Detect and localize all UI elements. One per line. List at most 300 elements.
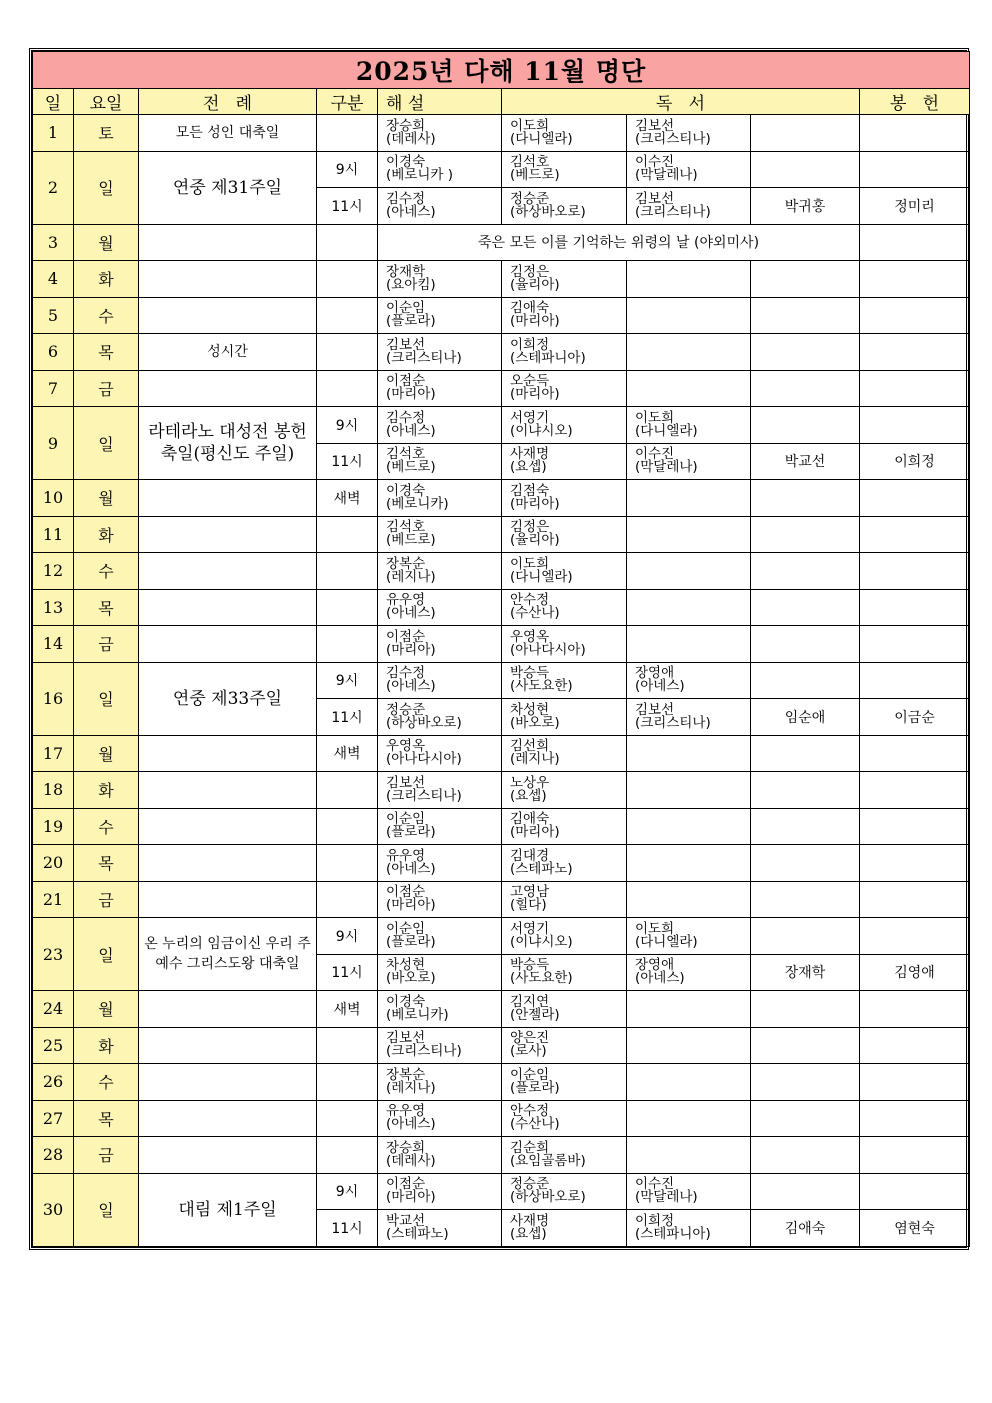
- person-name: 김보선: [635, 190, 675, 207]
- session-time: 11시: [317, 699, 378, 736]
- weekday: 일: [74, 918, 139, 991]
- table-row: [33, 881, 970, 918]
- liturgy-name: 연중 제31주일: [139, 151, 317, 224]
- person-baptismal-name: (율리아): [510, 276, 560, 293]
- person-name: 장승희: [386, 1139, 426, 1156]
- person-baptismal-name: (아네스): [386, 605, 436, 622]
- reading1-cell: [502, 480, 627, 517]
- person-baptismal-name: (막달레나): [635, 167, 698, 184]
- liturgy-name: [139, 881, 317, 918]
- offering2-cell: [860, 151, 970, 188]
- offering1-cell: [860, 224, 970, 261]
- person-name: 이도희: [635, 409, 675, 426]
- person-baptismal-name: (레지나): [386, 568, 436, 585]
- person-name: 김보선: [386, 1030, 426, 1047]
- header-commentary: 해 설: [378, 89, 502, 115]
- reading1-cell: [502, 188, 627, 225]
- person-baptismal-name: (다니엘라): [510, 130, 573, 147]
- offering2-cell: 김영애: [860, 954, 970, 991]
- person-name: 김정은: [510, 263, 550, 280]
- offering1-cell: [751, 735, 860, 772]
- session-time: [317, 845, 378, 882]
- reading1-cell: [502, 918, 627, 955]
- reading2-cell: [627, 881, 751, 918]
- offering1-cell: [751, 261, 860, 298]
- header-offering: 봉 헌: [860, 89, 970, 115]
- person-baptismal-name: (플로라): [386, 313, 436, 330]
- person-name: 장복순: [386, 555, 426, 572]
- reading1-cell: [502, 626, 627, 663]
- offering2-cell: [860, 370, 970, 407]
- person-name: 안수정: [510, 1103, 550, 1120]
- person-name: 김석호: [510, 154, 550, 171]
- person-baptismal-name: (수산나): [510, 605, 560, 622]
- person-baptismal-name: (사도요한): [510, 678, 573, 695]
- table-row: [33, 1064, 970, 1101]
- day-number: 6: [33, 334, 74, 371]
- reading1-cell: [502, 808, 627, 845]
- day-number: 1: [33, 115, 74, 152]
- person-name: 이순임: [386, 920, 426, 937]
- table-row: [33, 261, 970, 298]
- person-baptismal-name: (아나다시아): [386, 751, 462, 768]
- weekday: 수: [74, 297, 139, 334]
- person-baptismal-name: (아네스): [386, 1116, 436, 1133]
- person-baptismal-name: (베로니카): [386, 1006, 449, 1023]
- day-number: 14: [33, 626, 74, 663]
- person-name: 장영애: [635, 957, 675, 974]
- reading2-cell: [627, 334, 751, 371]
- commentary-cell: [378, 1137, 502, 1174]
- reading2-cell: [627, 115, 751, 152]
- commentary-cell: [378, 407, 502, 444]
- person-baptismal-name: (요아킴): [386, 276, 436, 293]
- weekday: 금: [74, 626, 139, 663]
- reading2-cell: [627, 516, 751, 553]
- session-time: 9시: [317, 407, 378, 444]
- offering1-cell: [751, 297, 860, 334]
- offering1-cell: [751, 626, 860, 663]
- table-row: [33, 991, 970, 1028]
- commentary-cell: [378, 772, 502, 809]
- table-row: [33, 1137, 970, 1174]
- session-time: 9시: [317, 151, 378, 188]
- person-baptismal-name: (아나다시아): [510, 641, 586, 658]
- person-name: 이도희: [635, 920, 675, 937]
- offering2-cell: 염현숙: [860, 1210, 970, 1247]
- reading2-cell: [627, 407, 751, 444]
- person-baptismal-name: (이냐시오): [510, 422, 573, 439]
- offering2-cell: [860, 1064, 970, 1101]
- liturgy-name: [139, 808, 317, 845]
- person-name: 이희정: [635, 1212, 675, 1229]
- person-name: 박승득: [510, 665, 550, 682]
- person-baptismal-name: (마리아): [386, 386, 436, 403]
- offering1-cell: [751, 151, 860, 188]
- table-row: [33, 735, 970, 772]
- person-name: 안수정: [510, 592, 550, 609]
- person-baptismal-name: (베로니카): [386, 495, 449, 512]
- person-baptismal-name: (플로라): [510, 1079, 560, 1096]
- person-name: 김수정: [386, 409, 426, 426]
- person-baptismal-name: (로사): [510, 1043, 547, 1060]
- table-row: [33, 1027, 970, 1064]
- table-row: [33, 334, 970, 371]
- day-number: 26: [33, 1064, 74, 1101]
- session-time: [317, 224, 378, 261]
- offering1-cell: [751, 1173, 860, 1210]
- reading1-cell: [502, 334, 627, 371]
- person-baptismal-name: (크리스티나): [386, 1043, 462, 1060]
- person-baptismal-name: (아네스): [386, 860, 436, 877]
- session-time: [317, 1027, 378, 1064]
- day-number: 2: [33, 151, 74, 224]
- table-row: [33, 553, 970, 590]
- reading2-cell: [627, 1100, 751, 1137]
- commentary-cell: [378, 1100, 502, 1137]
- liturgy-name: 모든 성인 대축일: [139, 115, 317, 152]
- person-name: 김애숙: [510, 811, 550, 828]
- session-time: [317, 589, 378, 626]
- person-name: 이점순: [386, 884, 426, 901]
- person-baptismal-name: (이냐시오): [510, 933, 573, 950]
- day-number: 20: [33, 845, 74, 882]
- liturgy-name: 라테라노 대성전 봉헌 축일(평신도 주일): [139, 407, 317, 480]
- commentary-cell: [378, 553, 502, 590]
- person-name: 이도희: [510, 555, 550, 572]
- person-baptismal-name: (다니엘라): [635, 422, 698, 439]
- offering2-cell: [860, 297, 970, 334]
- weekday: 수: [74, 1064, 139, 1101]
- person-name: 이경숙: [386, 482, 426, 499]
- offering1-cell: 박교선: [751, 443, 860, 480]
- person-name: 이점순: [386, 1176, 426, 1193]
- person-name: 김대경: [510, 847, 550, 864]
- day-number: 30: [33, 1173, 74, 1246]
- day-number: 19: [33, 808, 74, 845]
- person-name: 이수진: [635, 446, 675, 463]
- person-name: 김수정: [386, 665, 426, 682]
- commentary-cell: [378, 954, 502, 991]
- person-name: 김석호: [386, 519, 426, 536]
- person-name: 김보선: [635, 701, 675, 718]
- reading2-cell: [627, 1137, 751, 1174]
- liturgy-name: [139, 1027, 317, 1064]
- offering2-cell: [860, 735, 970, 772]
- person-baptismal-name: (마리아): [386, 641, 436, 658]
- day-number: 25: [33, 1027, 74, 1064]
- liturgy-name: [139, 772, 317, 809]
- person-baptismal-name: (요셉): [510, 459, 547, 476]
- session-time: 11시: [317, 188, 378, 225]
- person-name: 유우영: [386, 592, 426, 609]
- commentary-cell: [378, 1210, 502, 1247]
- day-number: 18: [33, 772, 74, 809]
- table-row: [33, 808, 970, 845]
- reading1-cell: [502, 370, 627, 407]
- table-row: [33, 224, 970, 261]
- person-name: 이도희: [510, 117, 550, 134]
- reading2-cell: [627, 589, 751, 626]
- person-name: 정승준: [510, 1176, 550, 1193]
- person-baptismal-name: (크리스티나): [386, 787, 462, 804]
- commentary-cell: [378, 1027, 502, 1064]
- table-row: [33, 662, 970, 699]
- person-name: 이수진: [635, 1176, 675, 1193]
- weekday: 일: [74, 1173, 139, 1246]
- reading2-cell: [627, 370, 751, 407]
- reading2-cell: [627, 808, 751, 845]
- offering1-cell: 박귀홍: [751, 188, 860, 225]
- reading1-cell: [502, 261, 627, 298]
- reading2-cell: [627, 772, 751, 809]
- offering2-cell: [860, 808, 970, 845]
- weekday: 목: [74, 845, 139, 882]
- reading1-cell: [502, 954, 627, 991]
- liturgy-name: [139, 589, 317, 626]
- person-name: 이점순: [386, 373, 426, 390]
- session-time: [317, 370, 378, 407]
- offering2-cell: [860, 553, 970, 590]
- reading1-cell: [502, 1100, 627, 1137]
- offering2-cell: [860, 1173, 970, 1210]
- liturgy-name: [139, 626, 317, 663]
- offering2-cell: [860, 845, 970, 882]
- reading2-cell: [627, 991, 751, 1028]
- weekday: 목: [74, 1100, 139, 1137]
- commentary-cell: [378, 845, 502, 882]
- offering1-cell: [751, 1137, 860, 1174]
- reading2-cell: [627, 297, 751, 334]
- header-reading: 독 서: [502, 89, 860, 115]
- person-baptismal-name: (아네스): [386, 678, 436, 695]
- person-name: 이순임: [386, 811, 426, 828]
- person-baptismal-name: (사도요한): [510, 970, 573, 987]
- commentary-cell: [378, 1064, 502, 1101]
- weekday: 월: [74, 224, 139, 261]
- table-row: [33, 1173, 970, 1210]
- session-time: 새벽: [317, 735, 378, 772]
- person-name: 차성현: [386, 957, 426, 974]
- offering1-cell: [751, 115, 860, 152]
- person-baptismal-name: (마리아): [510, 386, 560, 403]
- day-number: 10: [33, 480, 74, 517]
- weekday: 화: [74, 261, 139, 298]
- person-baptismal-name: (베드로): [510, 167, 560, 184]
- person-baptismal-name: (아네스): [635, 970, 685, 987]
- person-baptismal-name: (스테파니아): [635, 1225, 711, 1242]
- header-weekday: 요일: [74, 89, 139, 115]
- person-baptismal-name: (베드로): [386, 459, 436, 476]
- person-baptismal-name: (레지나): [510, 751, 560, 768]
- weekday: 화: [74, 1027, 139, 1064]
- person-baptismal-name: (아네스): [386, 422, 436, 439]
- session-time: 11시: [317, 954, 378, 991]
- session-time: 새벽: [317, 480, 378, 517]
- person-baptismal-name: (레지나): [386, 1079, 436, 1096]
- reading1-cell: [502, 1173, 627, 1210]
- person-name: 사재명: [510, 446, 550, 463]
- person-name: 장재학: [386, 263, 426, 280]
- day-number: 12: [33, 553, 74, 590]
- reading1-cell: [502, 443, 627, 480]
- roster-sheet: [29, 48, 969, 1250]
- person-baptismal-name: (요셉): [510, 787, 547, 804]
- offering2-cell: 이금순: [860, 699, 970, 736]
- person-baptismal-name: (막달레나): [635, 1189, 698, 1206]
- commentary-cell: [378, 626, 502, 663]
- offering2-cell: [860, 261, 970, 298]
- reading2-cell: [627, 261, 751, 298]
- session-time: 9시: [317, 662, 378, 699]
- session-time: [317, 516, 378, 553]
- day-number: 11: [33, 516, 74, 553]
- person-name: 김보선: [386, 774, 426, 791]
- commentary-cell: [378, 735, 502, 772]
- person-name: 서영기: [510, 409, 550, 426]
- reading1-cell: [502, 407, 627, 444]
- person-name: 이희정: [510, 336, 550, 353]
- liturgy-name: 대림 제1주일: [139, 1173, 317, 1246]
- offering1-cell: [751, 991, 860, 1028]
- weekday: 월: [74, 480, 139, 517]
- weekday: 화: [74, 516, 139, 553]
- session-time: [317, 334, 378, 371]
- person-baptismal-name: (율리아): [510, 532, 560, 549]
- liturgy-name: [139, 1064, 317, 1101]
- person-name: 김수정: [386, 190, 426, 207]
- person-baptismal-name: (크리스티나): [635, 130, 711, 147]
- person-name: 차성현: [510, 701, 550, 718]
- table-row: [33, 151, 970, 188]
- weekday: 금: [74, 881, 139, 918]
- roster-table: [32, 51, 970, 1247]
- session-time: 9시: [317, 918, 378, 955]
- offering2-cell: [860, 480, 970, 517]
- session-time: [317, 1064, 378, 1101]
- day-number: 4: [33, 261, 74, 298]
- person-baptismal-name: (하상바오로): [510, 1189, 586, 1206]
- reading1-cell: [502, 589, 627, 626]
- table-row: [33, 516, 970, 553]
- person-name: 정승준: [510, 190, 550, 207]
- person-baptismal-name: (바오로): [386, 970, 436, 987]
- commentary-cell: [378, 991, 502, 1028]
- offering2-cell: [860, 1137, 970, 1174]
- person-baptismal-name: (데레사): [386, 1152, 436, 1169]
- session-time: [317, 881, 378, 918]
- person-name: 장복순: [386, 1066, 426, 1083]
- person-baptismal-name: (요임골롬바): [510, 1152, 586, 1169]
- offering2-cell: 이희정: [860, 443, 970, 480]
- liturgy-name: 온 누리의 임금이신 우리 주 예수 그리스도왕 대축일: [139, 918, 317, 991]
- session-time: [317, 261, 378, 298]
- person-baptismal-name: (베로니카 ): [386, 167, 453, 184]
- offering1-cell: [751, 845, 860, 882]
- person-baptismal-name: (수산나): [510, 1116, 560, 1133]
- liturgy-name: [139, 370, 317, 407]
- weekday: 월: [74, 991, 139, 1028]
- person-name: 이경숙: [386, 154, 426, 171]
- weekday: 화: [74, 772, 139, 809]
- session-time: 11시: [317, 443, 378, 480]
- person-baptismal-name: (크리스티나): [635, 203, 711, 220]
- person-name: 고영남: [510, 884, 550, 901]
- person-name: 김순희: [510, 1139, 550, 1156]
- offering2-cell: 정미리: [860, 188, 970, 225]
- person-baptismal-name: (다니엘라): [510, 568, 573, 585]
- offering1-cell: [751, 370, 860, 407]
- weekday: 금: [74, 370, 139, 407]
- reading2-cell: [627, 662, 751, 699]
- offering1-cell: 김애숙: [751, 1210, 860, 1247]
- reading2-cell: [627, 1027, 751, 1064]
- offering2-cell: [860, 407, 970, 444]
- person-name: 박승득: [510, 957, 550, 974]
- person-baptismal-name: (힐다): [510, 897, 547, 914]
- weekday: 수: [74, 553, 139, 590]
- reading1-cell: [502, 772, 627, 809]
- session-time: [317, 808, 378, 845]
- person-baptismal-name: (다니엘라): [635, 933, 698, 950]
- session-time: [317, 297, 378, 334]
- person-baptismal-name: (하상바오로): [510, 203, 586, 220]
- liturgy-name: [139, 735, 317, 772]
- liturgy-name: [139, 845, 317, 882]
- reading1-cell: [502, 151, 627, 188]
- liturgy-name: [139, 480, 317, 517]
- liturgy-name: [139, 1100, 317, 1137]
- person-baptismal-name: (스테파노): [510, 860, 573, 877]
- day-number: 21: [33, 881, 74, 918]
- person-name: 김지연: [510, 993, 550, 1010]
- offering2-cell: [860, 991, 970, 1028]
- header-day: 일: [33, 89, 74, 115]
- offering2-cell: [860, 334, 970, 371]
- day-number: 28: [33, 1137, 74, 1174]
- person-name: 김선희: [510, 738, 550, 755]
- person-name: 이순임: [510, 1066, 550, 1083]
- commentary-cell: [378, 1173, 502, 1210]
- person-baptismal-name: (마리아): [386, 1189, 436, 1206]
- person-name: 장승희: [386, 117, 426, 134]
- session-time: 9시: [317, 1173, 378, 1210]
- person-name: 이경숙: [386, 993, 426, 1010]
- person-baptismal-name: (플로라): [386, 824, 436, 841]
- table-row: [33, 1100, 970, 1137]
- liturgy-name: [139, 991, 317, 1028]
- person-baptismal-name: (스테파니아): [510, 349, 586, 366]
- header-liturgy: 전 례: [139, 89, 317, 115]
- table-row: [33, 480, 970, 517]
- offering2-cell: [860, 1027, 970, 1064]
- table-row: [33, 772, 970, 809]
- reading2-cell: [627, 735, 751, 772]
- person-name: 박교선: [386, 1212, 426, 1229]
- reading1-cell: [502, 1027, 627, 1064]
- reading1-cell: [502, 115, 627, 152]
- liturgy-name: [139, 224, 317, 261]
- weekday: 일: [74, 662, 139, 735]
- header-session: 구분: [317, 89, 378, 115]
- weekday: 일: [74, 151, 139, 224]
- person-baptismal-name: (크리스티나): [635, 714, 711, 731]
- offering2-cell: [860, 516, 970, 553]
- table-row: [33, 297, 970, 334]
- person-name: 김점숙: [510, 482, 550, 499]
- person-baptismal-name: (요셉): [510, 1225, 547, 1242]
- liturgy-name: 연중 제33주일: [139, 662, 317, 735]
